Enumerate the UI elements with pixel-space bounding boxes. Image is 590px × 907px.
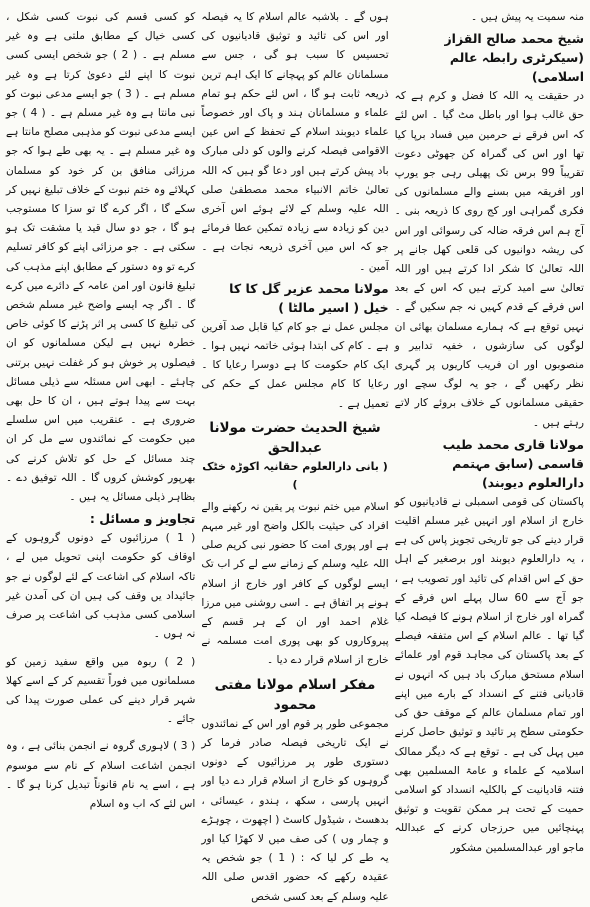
statement-continued-left: کو کسی قسم کی نبوت کسی شکل ، کسی خیال کے مطابق ملتی ہے وہ غیر مسلم ہے ۔ ( 2 ) جو شخص ایسی کسی نبوت کا اپنے لئے دعویٰ کرتا ہے وہ غیر مسلم ہے ۔ ( 3 ) جو ایسے مدعی نبوت کو نبی مانتا ہے وہ غیر مسلم ہے ۔ ( 4 ) جو ایسے مدعی نبوت کو مذہبی مصلح مانتا ہے وہ غیر مسلم ہے ۔ یہ بھی طے ہوا کہ جو مرزائی منافق بن کر خود کو مسلمان کہلائے وہ ختم نبوت کے خلاف تبلیغ نہیں کر سکے گا ، اگر کرے گا تو سزا کا مستوجب ہو گا ، جو دو سال قید یا مشقت تک ہو سکتی ہے ۔ جو مرزائی اپنے کو کافر تسلیم کرے تو وہ دستور کے مطابق اپنے مذہب کی تبلیغ قانون اور امن عامہ کے دائرے میں کرے گا ۔ اگر چہ ایسے واضح غیر مسلم شخص کی تبلیغ کا کسی پر اثر پڑنے کا کوئی خاص خطرہ نہیں ہے لیکن مسلمانوں کو ان فیصلوں پر خوش ہو کر غفلت نہیں برتنی چاہئے ۔ ابھی اس مسئلہ سے ذیلی مسائل بہت سے پیدا ہوتے ہیں ، ان کا حل بھی ضروری ہے ۔ عنقریب میں اس سلسلے میں حکومت کے نمائندوں سے مل کر ان چند مسائل کے حل کو تلاش کرنے کی بھرپور کوشش کروں گا ۔ اللہ توفیق دے ۔ بظاہر ذیلی مسائل یہ ہیں ۔ (6, 11, 196, 504)
column-right (394, 8, 584, 854)
spacer (6, 729, 195, 737)
heading-qari-tayyib: مولانا قاری محمد طیب قاسمی (سابق مہتمم دارالعلوم دیوبند) (442, 436, 584, 490)
statement-abdul-haq: اسلام میں ختم نبوت پر یقین نہ رکھنے والے افراد کی حیثیت بالکل واضح اور غیر مبہم ہے اور پوری امت کا حضور نبی کریم صلی اللہ علیہ وسلم کے زمانے سے لے کر اب تک ایسے لوگوں کے کافر اور خارج از اسلام ہونے پر اتفاق ہے ۔ اسی روشنی میں مرزا غلام احمد اور ان کے ہر قسم کے پیروکاروں کو بھی پوری امت مسلمہ نے خارج از اسلام قرار دے دیا ۔ (201, 500, 389, 667)
intro-line: منہ سمیت یہ پیش ہیں ۔ (471, 11, 584, 23)
subheading-abdul-haq: ( بانی دارالعلوم حقانیہ اکوڑہ خٹک ) (202, 459, 388, 491)
statement-aziz-gul: مجلس عمل نے جو کام کیا قابل صد آفرین ہے ۔ کام کی ابتدا ہوئی خاتمہ نہیں ہوا ۔ ایک کام حکومت کا ہے دوسرا رعایا کا ۔ رعایا کا کام مجلس عمل کے حکم کی تعمیل ہے ۔ (201, 320, 389, 410)
proposal-3: ( 3 ) لاہوری گروہ نے انجمن بنائی ہے ، وہ انجمن اشاعت اسلام کے نام سے موسوم ہے ، اسے یہ نام قانوناً تبدیل کرنا ہو گا ۔ اس لئے کہ اب وہ اسلام (6, 740, 196, 810)
heading-mufti-mahmood: مفکر اسلام مولانا مفتی محمود (214, 676, 376, 713)
proposal-1: ( 1 ) مرزائیوں کے دونوں گروہوں کے اوقاف کو حکومت اپنی تحویل میں لے ، تاکہ اسلام کی اشاعت کے لئے لوگوں نے جو جائیداد یں وقف کی ہیں ان کی آمدن غیر اسلامی کسی مذہب کی اشاعت پر صرف نہ ہوں ۔ (6, 532, 196, 641)
heading-saleh-qazzaz: شیخ محمد صالح القزاز (سیکرٹری رابطہ عالم اسلامی) (444, 31, 584, 85)
proposal-2: ( 2 ) ربوہ میں واقع سفید زمین کو مسلمانوں میں فوراً تقسیم کر کے اسے کھلا شہر قرار دینے کی عملی صورت پیدا کی جائے ۔ (6, 655, 196, 726)
heading-abdul-haq: شیخ الحدیث حضرت مولانا عبدالحق (209, 419, 381, 456)
statement-continued: ہوں گے ۔ بلاشبہ عالم اسلام کا یہ فیصلہ اور اس کی تائید و توثیق قادیانیوں کی تحسیس کا سبب ہو گی ، جس سے مسلمانان عالم کو پہچانے کا ایک اہم ترین ذریعہ ثابت ہو گا ، اس لئے حکم ہو تمام علماء و مسلمانان ہند و پاک اور خصوصاً علماء دیوبند اسلام کے تحفظ کے اس عین الاقوامی فیصلہ کرنے والوں کو دلی مبارک باد پیش کرتے ہیں اور دعا گو ہیں کہ اللہ تعالیٰ خاتم الانبیاء محمد مصطفیٰ صلی اللہ علیہ وسلم کے لائے ہوئے اس آخری دین کو زیادہ سے زیادہ تمکین عطا فرمائے جو کہ اس میں آخری ذریعہ نجات ہے ۔ آمین ۔ (201, 11, 389, 273)
statement-saleh-qazzaz: در حقیقت یہ اللہ کا فضل و کرم ہے کہ حق غالب ہوا اور باطل مٹ گیا ۔ اس لئے کہ اس فرقے نے حرمین میں فساد برپا کیا تھا اور اس کی گمراہ کن جھوٹی دعوت تقریباً 99 برس تک پھیلی رہی جو یورپ اور افریقہ میں بسنے والے مسلمانوں کی فکری گمراہی اور کج روی کا ذریعہ بنی ۔ آج ہم اس فرقہ ضالہ کی رسوائی اور اس کی ریشہ دوانیوں کی قلعی کھل جانے پر اللہ تعالیٰ کا شکر ادا کرتے ہیں اور اللہ تعالیٰ سے امید کرتے ہیں کہ اس کے بعد اس فرقے کے قدم کہیں نہ جم سکیں گے ۔ نہیں توقع ہے کہ ہمارے مسلمان بھائی ان لوگوں کی سازشوں ، خفیہ تدابیر و منصوبوں اور ان فریب کاریوں پر گہری نظر رکھیں گے ، جو یہ لوگ سچے اور حقیقی مسلمانوں کے خلاف بروئے کار لاتے رہتے ہیں ۔ (394, 90, 584, 429)
statement-mufti-mahmood: مجموعی طور پر قوم اور اس کے نمائندوں نے ایک تاریخی فیصلہ صادر فرما کر دستوری طور پر مرزائیوں کے دونوں گروہوں کو خارج از اسلام قرار دے دیا اور انہیں پارسی ، سکھ ، ہندو ، عیسائی ، بدھسٹ ، شیڈول کاسٹ ( اچھوت ، چوہڑے و چمار وں ) کی صف میں لا کھڑا کیا اور یہ طے کر لیا کہ : ( 1 ) جو شخص یہ عقیدہ رکھے کہ حضور اقدس صلی اللہ علیہ وسلم کے بعد کسی شخص (201, 717, 389, 903)
spacer (6, 645, 195, 653)
statement-qari-tayyib: پاکستان کی قومی اسمبلی نے قادیانیوں کو خارج از اسلام اور انہیں غیر مسلم اقلیت قرار دینے کی جو تاریخی تجویز پاس کی ہے ، یہ دارالعلوم دیوبند اور برصغیر کے اہل حق کے اس اقدام کی تائید اور تصویب ہے ، جو آج سے 60 سال پہلے اس فرقے کے گمراہ اور خارج از اسلام ہونے کا فیصلہ کیا گیا تھا ۔ عالم اسلام کے اس متفقہ فیصلے کے بعد پاکستان کی مجاہد قوم اور علمائے اسلام مستحق مبارک باد ہیں کہ انہوں نے قادیانی فتنے کے انسداد کے بارے میں اپنے اور تمام مسلمان عالم کے موقف حق کی حکومتی سطح پر تائید و توثیق حاصل کرنے میں پہل کی ہے ۔ توقع ہے کہ دیگر ممالک اسلامیہ کے علماء و عامۃ المسلمین بھی فتنہ قادیانیت کے بالکلیہ انسداد کو اسلامی حمیت کے تحت ہر ممکن تقویت و توثیق پہنچائیں میں حرزجاں کرنے کے عبداللہ ماجو اور عبدالمسلمین مشکور (394, 495, 584, 854)
heading-proposals: تجاویز و مسائل : (89, 511, 196, 527)
heading-aziz-gul: مولانا محمد عزیر گل کا کا خیل ( اسیر مالٹا ) (229, 280, 389, 315)
column-left (6, 8, 196, 810)
column-middle (201, 8, 389, 903)
